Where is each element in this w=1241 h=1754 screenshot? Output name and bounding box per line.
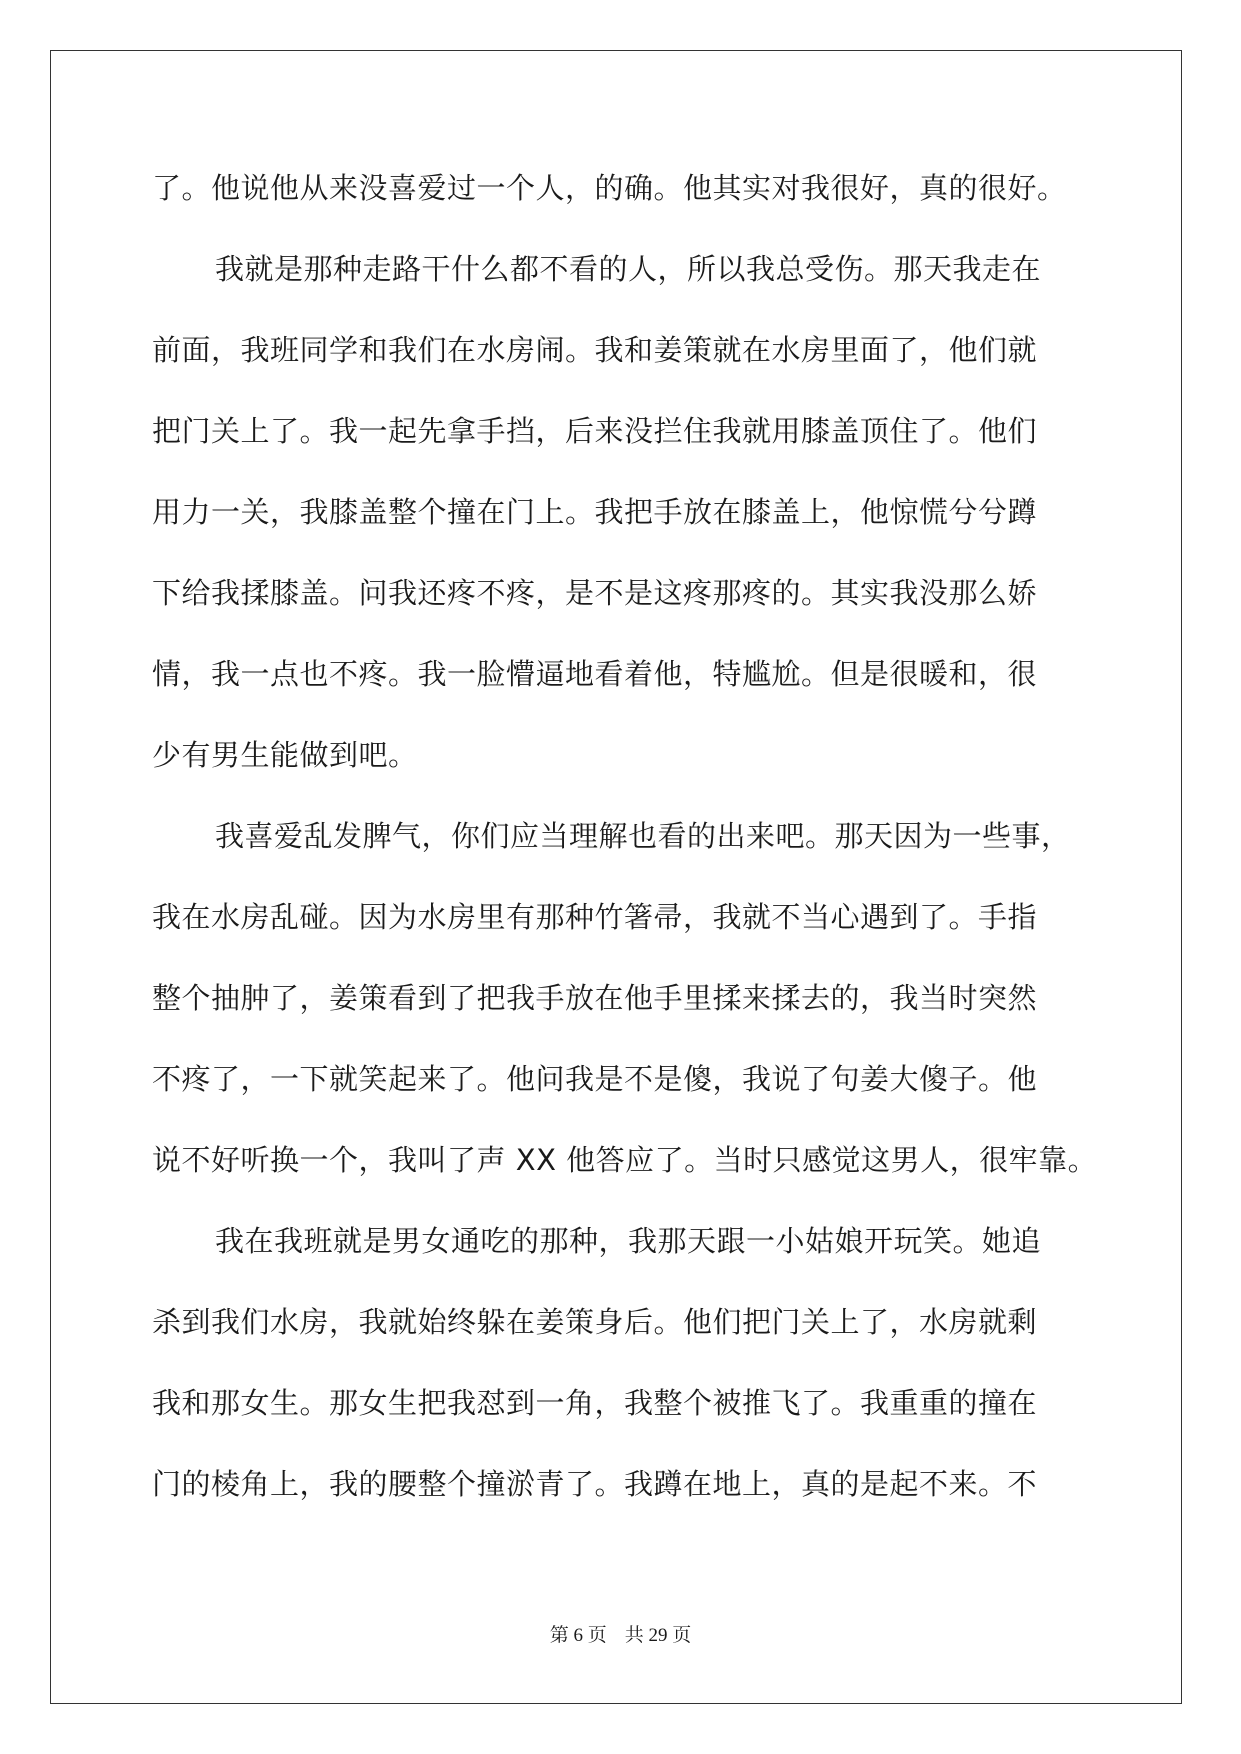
text-line: 门的棱角上，我的腰整个撞淤青了。我蹲在地上，真的是起不来。不 bbox=[152, 1467, 1038, 1501]
text-line: 少有男生能做到吧。 bbox=[152, 738, 418, 772]
text-line: 我和那女生。那女生把我怼到一角，我整个被推飞了。我重重的撞在 bbox=[152, 1386, 1038, 1420]
page-total: 共 29 页 bbox=[624, 1625, 692, 1646]
text-line: 整个抽肿了，姜策看到了把我手放在他手里揉来揉去的，我当时突然 bbox=[152, 981, 1038, 1015]
text-line: 不疼了，一下就笑起来了。他问我是不是傻，我说了句姜大傻子。他 bbox=[152, 1062, 1038, 1096]
text-line: 下给我揉膝盖。问我还疼不疼，是不是这疼那疼的。其实我没那么娇 bbox=[152, 576, 1038, 610]
page-footer bbox=[0, 1620, 1241, 1647]
text-line: 用力一关，我膝盖整个撞在门上。我把手放在膝盖上，他惊慌兮兮蹲 bbox=[152, 495, 1038, 529]
text-line: 我喜爱乱发脾气，你们应当理解也看的出来吧。那天因为一些事， bbox=[215, 819, 1071, 853]
text-line: 了。他说他从来没喜爱过一个人，的确。他其实对我很好，真的很好。 bbox=[152, 171, 1067, 205]
page-number: 第 6 页 bbox=[549, 1625, 607, 1646]
text-line: 把门关上了。我一起先拿手挡，后来没拦住我就用膝盖顶住了。他们 bbox=[152, 414, 1038, 448]
text-line: 我在水房乱碰。因为水房里有那种竹箸帚，我就不当心遇到了。手指 bbox=[152, 900, 1038, 934]
text-line: 杀到我们水房，我就始终躲在姜策身后。他们把门关上了，水房就剩 bbox=[152, 1305, 1038, 1339]
document-body bbox=[152, 148, 1098, 1525]
text-line: 前面，我班同学和我们在水房闹。我和姜策就在水房里面了，他们就 bbox=[152, 333, 1038, 367]
text-line: 我在我班就是男女通吃的那种，我那天跟一小姑娘开玩笑。她追 bbox=[215, 1224, 1042, 1258]
text-line: 说不好听换一个，我叫了声 XX 他答应了。当时只感觉这男人，很牢靠。 bbox=[152, 1143, 1098, 1177]
text-line: 我就是那种走路干什么都不看的人，所以我总受伤。那天我走在 bbox=[215, 252, 1042, 286]
text-line: 情，我一点也不疼。我一脸懵逼地看着他，特尴尬。但是很暖和，很 bbox=[152, 657, 1038, 691]
